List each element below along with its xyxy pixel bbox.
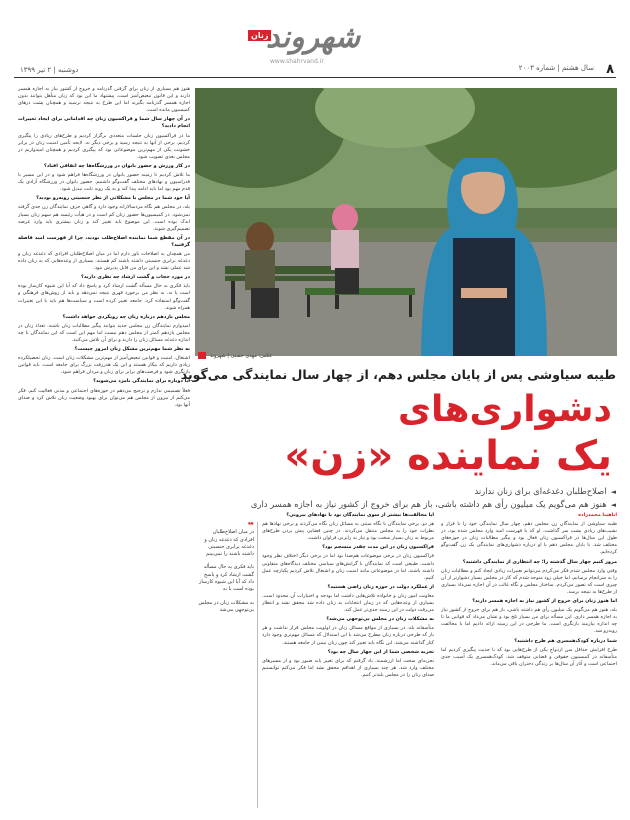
- logo-wordmark: شهروند: [266, 20, 361, 55]
- interview-question: از عملکرد دولت در حوزه زنان راضی هستید؟: [327, 583, 434, 590]
- interview-question: تجربه شخصی شما از این چهار سال چه بود؟: [327, 648, 434, 655]
- interview-answer: بله، در مجلس هم نگاه مردسالارانه وجود دارد و گاهی حرف نمایندگان زن جدی گرفته نمی‌شود. در کمیسیون‌ها حضور زنان کم است و در هیأت رئیسه هم سهم زنان بسیار اندک بوده است. این موضوع باید تغییر کند و زنان بیشتری باید وارد عرصه تصمیم‌گیری شوند.: [18, 204, 190, 232]
- interview-question: به نظر شما مهم‌ترین مشکل زنان امروز چیست؟: [74, 346, 190, 353]
- interview-question: اما هنوز زنان برای خروج از کشور نیاز به اجازه همسر دارند؟: [472, 598, 617, 605]
- sidebar-quotes: [198, 522, 254, 812]
- byline: آناهیتا محمدزاده: [578, 512, 617, 518]
- interview-answer: متأسفانه بله. در بسیاری از مواقع مسائل زنان در اولویت مجلس قرار نداشت و هر بار که طرحی درباره زنان مطرح می‌شد با این استدلال که مسائل مهم‌تری وجود دارد کنار گذاشته می‌شد. این نگاه باید تغییر کند چون زنان نیمی از جامعه هستند.: [262, 625, 434, 646]
- bullet-arrow-icon: ◄: [610, 501, 616, 509]
- interview-question: در کار ورزش و حضور بانوان در ورزشگاه‌ها چه اتفاقی افتاد؟: [43, 162, 190, 169]
- publication-date: دوشنبه | ۲ تیر ۱۳۹۹: [20, 66, 79, 74]
- left-text-column: [18, 86, 190, 806]
- interview-answer: من همچنان به اصلاحات باور دارم اما در میان اصلاح‌طلبان افرادی که دغدغه زنان و دغدغه برابری جنسیتی داشته باشند کم هستند. بسیاری از وعده‌هایی که به زنان داده شد عملی نشد و این برای من قابل پذیرش نبود.: [18, 250, 190, 272]
- article-subhead: طیبه سیاوشی پس از پایان مجلس دهم، از چهار سال نمایندگی می‌گوید: [180, 367, 616, 382]
- interview-answer: بله، هنوز هم می‌گویم یک میلیون رأی هم داشته باشی، باز هم برای خروج از کشور نیاز به اجازه همسر داری. این مسأله برای من بسیار تلخ بود و نشان می‌داد که قوانین ما تا چه اندازه نیازمند بازنگری است. ما طرحی در این زمینه ارائه دادیم اما با مخالفت روبه‌رو شد.: [441, 607, 617, 635]
- interview-answer: طرح افزایش حداقل سن ازدواج یکی از طرح‌هایی بود که با جدیت پیگیری کردیم اما متأسفانه در کمیسیون حقوقی و قضایی متوقف شد. کودک‌همسری یک آسیب جدی اجتماعی است و آثار آن سال‌ها بر زندگی دختران باقی می‌ماند.: [441, 646, 617, 667]
- header-rule: [14, 77, 616, 78]
- interview-answer: ما در فراکسیون زنان جلسات متعددی برگزار کردیم و طرح‌های زیادی را پیگیری کردیم. برخی از آنها به نتیجه رسید و برخی دیگر نه. لایحه تأمین امنیت زنان در برابر خشونت یکی از مهم‌ترین موضوعاتی بود که پیگیری کردیم و همچنان امیدواریم در مجلس بعدی تصویب شود.: [18, 132, 190, 160]
- interview-question: شما درباره کودک‌همسری هم طرح داشتید؟: [514, 637, 617, 644]
- bullet-arrow-icon: ◄: [610, 488, 616, 496]
- article-bullet: [251, 499, 616, 509]
- quote-mark-icon: ❝: [247, 522, 254, 532]
- interview-answer: هر دو. برخی نمایندگان با نگاه سنتی به مسائل زنان نگاه می‌کردند و برخی نهادها هم نظرات خود را به مجلس منتقل می‌کردند. در چنین فضایی پیش بردن طرح‌های مربوط به زنان بسیار سخت بود و نیاز به رایزنی فراوان داشت.: [262, 521, 434, 542]
- interview-answer: طیبه سیاوشی از نمایندگان زن مجلس دهم، چهار سال نمایندگی خود را با فراز و نشیب‌های زیادی پشت سر گذاشت. او که با فهرست امید وارد مجلس شده بود، در طول این سال‌ها در فراکسیون زنان فعال بود و پیگیر مطالبات زنان در حوزه‌های مختلف شد. با پایان مجلس دهم با او درباره دشواری‌های نمایندگی یک زن گفت‌وگو کرده‌ایم.: [441, 521, 617, 556]
- interview-question: مرور کنیم چهار سال گذشته را؛ چه انتظاری از نمایندگی داشتید؟: [462, 558, 617, 565]
- article-bullet: [474, 486, 616, 496]
- headline-line-1: دشواری‌های: [398, 389, 612, 430]
- photo-credit-mark: [198, 352, 206, 359]
- bullet-text: هنوز هم می‌گویم یک میلیون رأی هم داشته باشی، باز هم برای خروج از کشور نیاز به اجازه همسر داری: [250, 499, 607, 509]
- interview-answer: فعلاً تصمیمی ندارم و ترجیح می‌دهم در حوزه‌های اجتماعی و مدنی فعالیت کنم. فکر می‌کنم از بیرون از مجلس هم می‌توان برای بهبود وضعیت زنان تلاش کرد و صدای آنها بود.: [18, 387, 190, 408]
- bullet-text: اصلاح‌طلبان دغدغه‌ای برای زنان ندارند: [474, 486, 607, 496]
- headline-line-2: یک نماینده «زن»: [284, 433, 612, 479]
- sidebar-quote: باید فکری به حال مسأله گشت ارشاد کرد و پاسخ داد که آیا این شیوه کارساز بوده است یا نه: [198, 564, 254, 593]
- interview-answer: معاونت امور زنان و خانواده تلاش‌هایی داشت اما بودجه و اختیارات آن محدود است. بسیاری از وعده‌هایی که در زمان انتخابات به زنان داده شد محقق نشد و انتظار می‌رفت دولت در این زمینه جدی‌تر عمل کند.: [262, 592, 434, 614]
- interview-answer: هنوز هم بسیاری از زنان برای گرفتن گذرنامه و خروج از کشور نیاز به اجازه همسر دارند و این قانون تبعیض‌آمیز است. پیشنهاد ما این بود که زنان متأهل بتوانند بدون اجازه همسر گذرنامه بگیرند اما این طرح به نتیجه نرسید و همچنان پشت درهای کمیسیون مانده است.: [18, 86, 190, 114]
- interview-question: مجلس یازدهم درباره زنان چه رویکردی خواهد داشت؟: [62, 313, 190, 320]
- main-text-column-right: [441, 512, 617, 812]
- interview-question: فراکسیون زنان در این مدت چقدر منسجم بود؟: [322, 544, 434, 551]
- interview-answer: باید فکری به حال مسأله گشت ارشاد کرد و پاسخ داد که آیا این شیوه کارساز بوده است یا نه. به نظر من برخورد قهری نتیجه نمی‌دهد و باید از روش‌های فرهنگی و گفت‌وگو استفاده کرد. جامعه تغییر کرده است و سیاست‌ها هم باید با این تغییرات همراه شوند.: [18, 283, 190, 311]
- interview-answer: امیدوارم نمایندگان زن مجلس جدید بتوانند پیگیر مطالبات زنان باشند. تعداد زنان در مجلس یازدهم کمتر از مجلس دهم نیست اما مهم این است که این نمایندگان تا چه اندازه دغدغه مسائل زنان را دارند و برای آن تلاش می‌کنند.: [18, 322, 190, 343]
- logo-url: www.shahrvand.ir: [270, 58, 324, 65]
- interview-answer: وقتی وارد مجلس شدم فکر می‌کردم می‌توانم تغییرات زیادی ایجاد کنم و مطالبات زنان را به سرانجام برسانم، اما خیلی زود متوجه شدم که کار در مجلس بسیار دشوارتر از آن چیزی است که تصور می‌کردم. ساختار مجلس و نگاه غالب در آن اجازه نمی‌داد بسیاری از طرح‌ها به نتیجه برسد.: [441, 567, 617, 595]
- interview-question: آیا مخالفت‌ها بیشتر از سوی نمایندگان بود یا نهادهای بیرونی؟: [286, 512, 434, 518]
- main-text-column-left: [262, 512, 434, 812]
- newspaper-logo: [248, 18, 378, 74]
- page-number: ۸: [606, 62, 614, 77]
- sidebar-quote: به مشکلات زنان در مجلس بی‌توجهی می‌شد: [198, 599, 254, 613]
- interview-question: آیا دوباره برای نمایندگی نامزد می‌شوید؟: [93, 378, 190, 385]
- page-header: [0, 0, 630, 80]
- sidebar-rule: [257, 522, 258, 808]
- interview-answer: اشتغال، امنیت و قوانین تبعیض‌آمیز از مهم‌ترین مشکلات زنان است. زنان تحصیلکرده زیادی داریم که بیکار هستند و این یک هدررفت بزرگ برای جامعه است. باید قوانین بازنگری شود و فرصت‌های برابر برای زنان و مردان فراهم شود.: [18, 355, 190, 376]
- interview-answer: ما تلاش کردیم تا زمینه حضور بانوان در ورزشگاه‌ها فراهم شود و در این مسیر با فدراسیون و نهادهای مختلف گفت‌وگو داشتیم. حضور بانوان در ورزشگاه آزادی یک قدم مهم بود اما باید ادامه پیدا کند و به یک رویه ثابت تبدیل شود.: [18, 172, 190, 193]
- logo-section-tag: زنان: [248, 30, 271, 41]
- interview-question: به مشکلات زنان در مجلس بی‌توجهی می‌شد؟: [326, 616, 434, 623]
- interview-question: در مورد حجاب و گشت ارشاد چه نظری دارید؟: [81, 274, 190, 281]
- interview-question: در آن چهار سال شما و فراکسیون زنان چه اقداماتی برای ایجاد تغییرات انجام دادید؟: [18, 116, 190, 130]
- interview-answer: فراکسیون زنان در برخی موضوعات هم‌صدا بود اما در برخی دیگر اختلاف نظر وجود داشت. طبیعی است که نمایندگان با گرایش‌های سیاسی مختلف دیدگاه‌های متفاوتی داشته باشند، اما در موضوعاتی مانند امنیت زنان و اشتغال تلاش کردیم یکپارچه عمل کنیم.: [262, 553, 434, 581]
- interview-question: در آن مقطع شما نماینده اصلاح‌طلب بودید، چرا از فهرست امید فاصله گرفتید؟: [18, 234, 190, 248]
- issue-info: سال هشتم | شماره ۲۰۰۳: [518, 64, 594, 72]
- interview-question: آیا خود شما در مجلس با مشکلاتی از نظر جنسیتی روبه‌رو بودید؟: [36, 195, 190, 202]
- interview-answer: تجربه‌ای سخت اما ارزشمند. یاد گرفتم که برای تغییر باید صبور بود و از مسیرهای مختلف وارد شد. هر چند بسیاری از اهدافم محقق نشد اما فکر می‌کنم توانستیم صدای زنان را در مجلس بلندتر کنیم.: [262, 657, 434, 678]
- sidebar-quote: در میان اصلاح‌طلبان افرادی که دغدغه زنان و دغدغه برابری جنسیتی داشته باشند را نمی‌بینم: [204, 529, 254, 558]
- photo-credit: عکس: مهدی حسنی | شهروند: [210, 353, 273, 359]
- interview-photo: [195, 88, 617, 356]
- park-scene-image: [195, 88, 617, 356]
